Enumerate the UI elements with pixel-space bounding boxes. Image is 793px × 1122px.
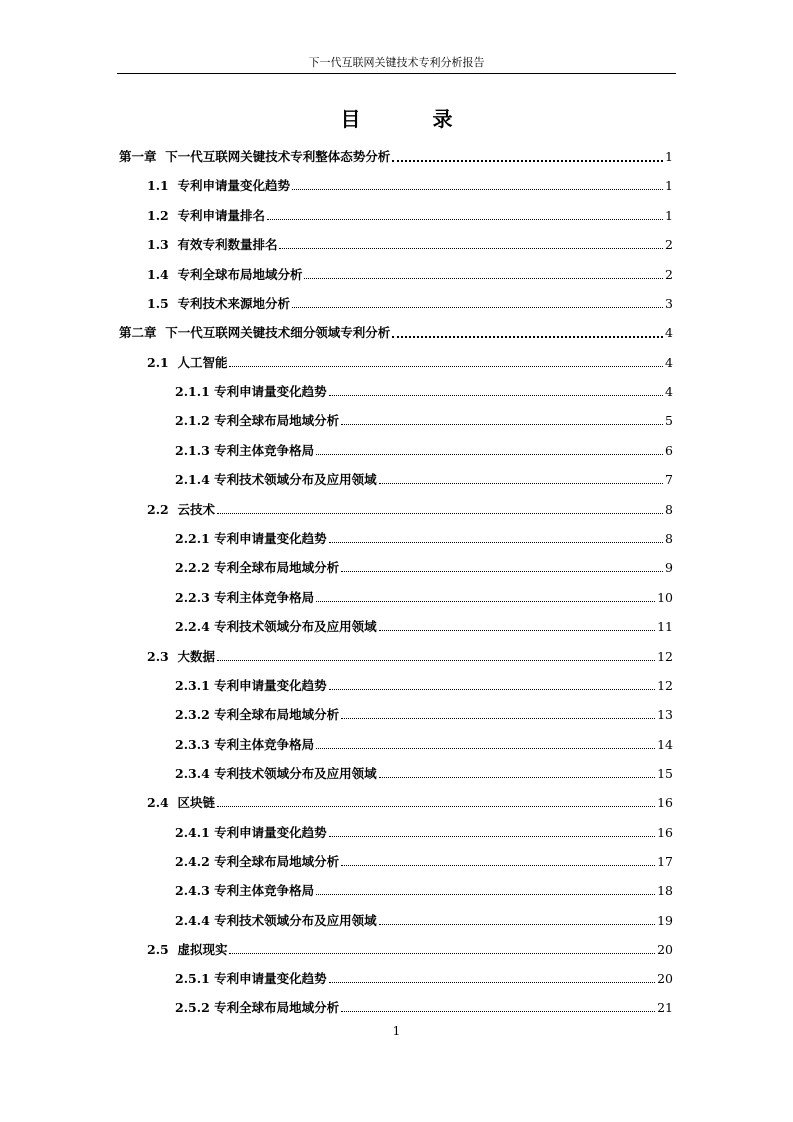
dot-leader	[341, 570, 663, 572]
toc-entry-page: 1	[665, 208, 673, 223]
toc-entry-2-2-2[interactable]	[175, 558, 673, 576]
toc-entry-chapter-1[interactable]	[119, 147, 673, 165]
toc-entry-page: 18	[657, 883, 673, 898]
toc-entry-1-5[interactable]	[147, 294, 673, 312]
toc-entry-label: 2.2.1 专利申请量变化趋势	[175, 531, 327, 546]
toc-entry-label: 2.1 人工智能	[147, 355, 228, 370]
toc-entry-page: 14	[657, 737, 673, 752]
toc-entry-label: 2.3.2 专利全球布局地域分析	[175, 707, 340, 722]
dot-leader	[217, 659, 655, 661]
toc-entry-2-4-3[interactable]	[175, 881, 673, 899]
toc-entry-page: 10	[657, 590, 673, 605]
toc-entry-label: 1.5 专利技术来源地分析	[147, 296, 290, 311]
toc-entry-page: 11	[657, 619, 673, 634]
toc-entry-page: 2	[665, 267, 673, 282]
dot-leader	[341, 717, 655, 719]
toc-entry-page: 9	[665, 560, 673, 575]
toc-entry-label: 1.1 专利申请量变化趋势	[147, 178, 290, 193]
toc-entry-page: 17	[657, 854, 673, 869]
toc-entry-label: 2.2 云技术	[147, 502, 215, 517]
dot-leader	[341, 864, 655, 866]
toc-entry-page: 20	[657, 942, 673, 957]
dot-leader	[316, 893, 655, 895]
toc-entry-label: 2.5.1 专利申请量变化趋势	[175, 971, 327, 986]
toc-entry-page: 3	[665, 296, 673, 311]
toc-entry-label: 2.5 虚拟现实	[147, 942, 228, 957]
toc-entry-2-5-2[interactable]	[175, 998, 673, 1016]
dot-leader	[217, 512, 663, 514]
toc-entry-2-4-2[interactable]	[175, 852, 673, 870]
dot-leader	[316, 747, 655, 749]
toc-entry-label: 2.3 大数据	[147, 649, 215, 664]
toc-entry-label: 2.4.3 专利主体竞争格局	[175, 883, 315, 898]
toc-entry-2-3-3[interactable]	[175, 735, 673, 753]
toc-entry-label: 2.5.2 专利全球布局地域分析	[175, 1000, 340, 1015]
dot-leader	[341, 1010, 655, 1012]
toc-entry-label: 第一章 下一代互联网关键技术专利整体态势分析	[119, 149, 391, 164]
toc-entry-chapter-2[interactable]	[119, 323, 673, 341]
toc-entry-2-5-1[interactable]	[175, 969, 673, 987]
toc-entry-page: 8	[665, 502, 673, 517]
dot-leader	[229, 365, 663, 367]
toc-entry-page: 6	[665, 443, 673, 458]
dot-leader	[292, 306, 663, 308]
dot-leader	[392, 335, 663, 338]
toc-entry-label: 2.4.2 专利全球布局地域分析	[175, 854, 340, 869]
toc-entry-label: 2.1.2 专利全球布局地域分析	[175, 413, 340, 428]
toc-title: 目 录	[340, 107, 479, 131]
toc-entry-page: 1	[665, 178, 673, 193]
toc-entry-1-2[interactable]	[147, 206, 673, 224]
toc-entry-page: 2	[665, 237, 673, 252]
dot-leader	[329, 394, 663, 396]
dot-leader	[329, 688, 655, 690]
toc-entry-label: 1.2 专利申请量排名	[147, 208, 265, 223]
toc-entry-2-2-3[interactable]	[175, 588, 673, 606]
running-header: 下一代互联网关键技术专利分析报告	[117, 56, 676, 74]
toc-entry-page: 15	[657, 766, 673, 781]
toc-entry-label: 1.4 专利全球布局地域分析	[147, 267, 303, 282]
toc-entry-page: 16	[657, 795, 673, 810]
toc-entry-label: 2.1.1 专利申请量变化趋势	[175, 384, 327, 399]
toc-entry-label: 2.2.4 专利技术领域分布及应用领域	[175, 619, 377, 634]
toc-entry-2-1[interactable]	[147, 353, 673, 371]
toc-entry-page: 4	[665, 384, 673, 399]
toc-entry-2-2[interactable]	[147, 500, 673, 518]
toc-entry-2-2-1[interactable]	[175, 529, 673, 547]
toc-entry-page: 4	[665, 355, 673, 370]
toc-entry-label: 2.2.3 专利主体竞争格局	[175, 590, 315, 605]
dot-leader	[379, 776, 655, 778]
toc-entry-label: 2.4 区块链	[147, 795, 215, 810]
toc-entry-page: 12	[657, 678, 673, 693]
toc-entry-label: 第二章 下一代互联网关键技术细分领域专利分析	[119, 325, 391, 340]
toc-entry-label: 1.3 有效专利数量排名	[147, 237, 278, 252]
toc-entry-page: 21	[657, 1000, 673, 1015]
page-number: 1	[392, 1024, 401, 1038]
toc-entry-1-1[interactable]	[147, 176, 673, 194]
dot-leader	[267, 218, 663, 220]
dot-leader	[329, 835, 655, 837]
toc-entry-2-3[interactable]	[147, 647, 673, 665]
dot-leader	[329, 981, 655, 983]
toc-entry-2-5[interactable]	[147, 940, 673, 958]
dot-leader	[292, 188, 663, 190]
toc-entry-2-1-4[interactable]	[175, 470, 673, 488]
dot-leader	[329, 541, 663, 543]
toc-entry-2-2-4[interactable]	[175, 617, 673, 635]
dot-leader	[304, 277, 663, 279]
toc-entry-page: 1	[665, 149, 673, 164]
toc-entry-page: 13	[657, 707, 673, 722]
toc-entry-label: 2.4.1 专利申请量变化趋势	[175, 825, 327, 840]
toc-entry-page: 8	[665, 531, 673, 546]
toc-entry-2-3-2[interactable]	[175, 705, 673, 723]
toc-entry-2-3-4[interactable]	[175, 764, 673, 782]
toc-entry-2-4-1[interactable]	[175, 823, 673, 841]
dot-leader	[392, 159, 663, 162]
toc-entry-label: 2.1.3 专利主体竞争格局	[175, 443, 315, 458]
toc-entry-2-4-4[interactable]	[175, 911, 673, 929]
toc-entry-2-3-1[interactable]	[175, 676, 673, 694]
toc-entry-page: 20	[657, 971, 673, 986]
toc-entry-label: 2.3.1 专利申请量变化趋势	[175, 678, 327, 693]
toc-entry-page: 12	[657, 649, 673, 664]
dot-leader	[379, 923, 655, 925]
toc-entry-label: 2.3.4 专利技术领域分布及应用领域	[175, 766, 377, 781]
toc-entry-2-4[interactable]	[147, 793, 673, 811]
toc-entry-2-1-2[interactable]	[175, 411, 673, 429]
toc-entry-label: 2.1.4 专利技术领域分布及应用领域	[175, 472, 377, 487]
dot-leader	[229, 952, 655, 954]
toc-entry-1-4[interactable]	[147, 265, 673, 283]
toc-entry-2-1-1[interactable]	[175, 382, 673, 400]
toc-entry-page: 19	[657, 913, 673, 928]
dot-leader	[316, 453, 663, 455]
toc-entry-1-3[interactable]	[147, 235, 673, 253]
toc-entry-page: 7	[665, 472, 673, 487]
toc-entry-label: 2.2.2 专利全球布局地域分析	[175, 560, 340, 575]
dot-leader	[316, 600, 655, 602]
toc-entry-label: 2.3.3 专利主体竞争格局	[175, 737, 315, 752]
dot-leader	[279, 247, 663, 249]
toc-entry-2-1-3[interactable]	[175, 441, 673, 459]
toc-entry-page: 5	[665, 413, 673, 428]
toc-entry-label: 2.4.4 专利技术领域分布及应用领域	[175, 913, 377, 928]
dot-leader	[379, 629, 655, 631]
dot-leader	[217, 805, 655, 807]
toc-entry-page: 4	[665, 325, 673, 340]
toc-entry-page: 16	[657, 825, 673, 840]
dot-leader	[341, 423, 663, 425]
dot-leader	[379, 482, 663, 484]
